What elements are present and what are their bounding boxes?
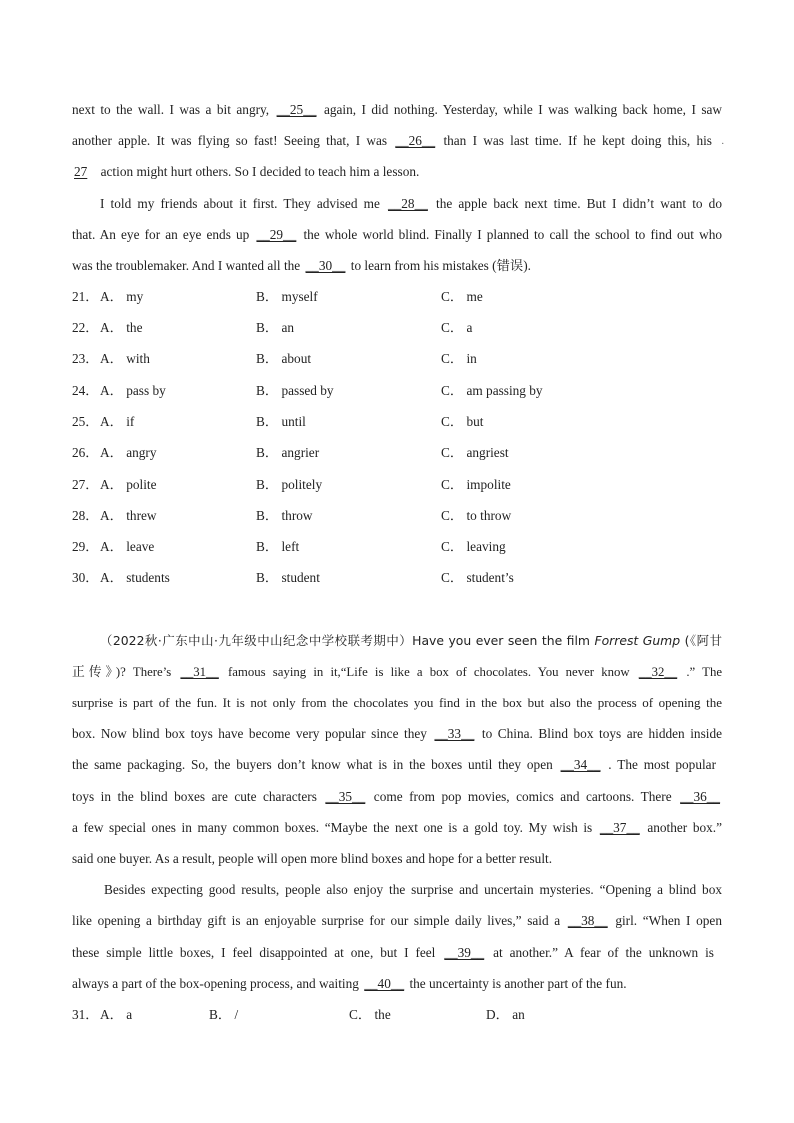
question-number: 29． [72, 539, 99, 554]
blank-38: __38__ [567, 913, 608, 928]
option-a: A． with [100, 351, 150, 366]
passage2-line1 [100, 632, 722, 650]
question-number: 30． [72, 570, 99, 585]
passage2-line10 [72, 912, 722, 930]
passage2-line6 [72, 788, 722, 806]
passage1-line4 [100, 195, 722, 213]
passage1-line3 [72, 163, 722, 181]
blank-32: __32__ [638, 665, 678, 679]
blank-30: __30__ [305, 258, 346, 273]
question-number: 27． [72, 477, 99, 492]
passage2-line2 [72, 663, 722, 681]
margin-mark: . [721, 136, 724, 147]
text: was the troublemaker. And I wanted all the [72, 258, 301, 273]
text: always a part of the box-opening process, and waiting [72, 976, 359, 991]
blank-33: __33__ [434, 726, 475, 741]
text: the same packaging. So, the buyers don’t know what is in the boxes until they open [72, 757, 553, 772]
option-row [72, 507, 722, 525]
option-b: B． an [256, 320, 295, 335]
option-c: C． leaving [441, 539, 506, 554]
option-row [72, 444, 722, 462]
blank-25: __25__ [276, 102, 317, 117]
option-row [72, 319, 722, 337]
option-row [72, 538, 722, 556]
text: at another.” A fear of the unknown is [493, 945, 714, 960]
option-a: A． polite [100, 477, 157, 492]
text: come from pop movies, comics and cartoons. There [373, 789, 672, 804]
option-a: A． my [100, 289, 144, 304]
passage2-line5 [72, 756, 716, 774]
text: surprise is part of the fun. It is not only from the chocolates you find in the box but also the process of opening the [72, 695, 722, 710]
option-b: B． angrier [256, 445, 320, 460]
text: said one buyer. As a result, people will open more blind boxes and hope for a better result. [72, 851, 553, 866]
option-b: B． / [209, 1007, 239, 1022]
text: the apple back next time. But I didn’t want to do [436, 196, 722, 211]
blank-36: __36__ [680, 789, 721, 804]
text: (《阿甘 [684, 633, 722, 648]
question-number: 28． [72, 508, 99, 523]
option-c: C． the [349, 1007, 391, 1022]
option-a: A． threw [100, 508, 157, 523]
passage2-line7 [72, 819, 722, 837]
option-c: C． am passing by [441, 383, 543, 398]
option-a: A． angry [100, 445, 157, 460]
passage2-line12 [72, 975, 722, 993]
option-c: C． to throw [441, 508, 512, 523]
text: toys in the blind boxes are cute characters [72, 789, 317, 804]
film-title: Forrest Gump [594, 633, 681, 648]
passage1-line6 [72, 257, 722, 275]
passage1-line1 [72, 101, 722, 119]
text: than I was last time. If he kept doing this, his [443, 133, 712, 148]
passage2-line4 [72, 725, 722, 743]
option-c: C． a [441, 320, 473, 335]
text: another apple. It was flying so fast! Seeing that, I was [72, 133, 388, 148]
text: .” The [686, 665, 723, 679]
text: I told my friends about it first. They advised me [100, 196, 380, 211]
text: again, I did nothing. Yesterday, while I was walking back home, I saw [323, 102, 723, 117]
blank-31: __31__ [180, 665, 219, 679]
blank-37: __37__ [599, 820, 640, 835]
blank-40: __40__ [364, 976, 405, 991]
text: . The most popular [608, 757, 716, 772]
option-row [72, 288, 722, 306]
text: box. Now blind box toys have become very popular since they [72, 726, 427, 741]
option-row [72, 569, 722, 587]
blank-35: __35__ [325, 789, 366, 804]
text: to China. Blind box toys are hidden inside [481, 726, 722, 741]
blank-26: __26__ [395, 133, 436, 148]
option-row [72, 350, 722, 368]
option-a: A． leave [100, 539, 155, 554]
question-number: 21． [72, 289, 99, 304]
option-row [72, 413, 722, 431]
question-number: 31． [72, 1007, 99, 1022]
text: 正传》)? There’s [72, 665, 172, 679]
option-a: A． students [100, 570, 170, 585]
option-b: B． left [256, 539, 300, 554]
text: that. An eye for an eye ends up [72, 227, 250, 242]
option-a: A． a [100, 1007, 133, 1022]
text: a few special ones in many common boxes. “Maybe the next one is a gold toy. My wish is [72, 820, 593, 835]
text: next to the wall. I was a bit angry, [72, 102, 270, 117]
question-number: 22． [72, 320, 99, 335]
option-b: B． myself [256, 289, 318, 304]
question-number: 25． [72, 414, 99, 429]
option-d: D． an [486, 1007, 525, 1022]
passage1-line2 [72, 132, 712, 150]
option-c: C． student’s [441, 570, 514, 585]
text: girl. “When I open [615, 913, 722, 928]
passage1-line5 [72, 226, 722, 244]
text: the whole world blind. Finally I planned to call the school to find out who [303, 227, 723, 242]
blank-29: __29__ [256, 227, 297, 242]
blank-28: __28__ [387, 196, 428, 211]
passage2-line3 [72, 694, 722, 712]
text: Besides expecting good results, people also enjoy the surprise and uncertain mysteries. “Opening a blind box [104, 882, 722, 897]
option-b: B． until [256, 414, 306, 429]
text: famous saying in it,“Life is like a box of chocolates. You never know [227, 665, 630, 679]
option-row [72, 382, 722, 400]
text: the uncertainty is another part of the fun. [409, 976, 627, 991]
option-a: A． the [100, 320, 143, 335]
option-b: B． politely [256, 477, 323, 492]
option-b: B． throw [256, 508, 313, 523]
question-number: 26． [72, 445, 99, 460]
question-number: 23． [72, 351, 99, 366]
option-c: C． angriest [441, 445, 509, 460]
text: another box.” [647, 820, 722, 835]
passage2-line11 [72, 944, 714, 962]
option-c: C． but [441, 414, 484, 429]
text: these simple little boxes, I feel disappointed at one, but I feel [72, 945, 436, 960]
source-and-text: （2022秋·广东中山·九年级中山纪念中学校联考期中）Have you ever seen the film [100, 633, 590, 648]
option-c: C． in [441, 351, 477, 366]
passage2-line9 [104, 881, 722, 899]
option-b: B． student [256, 570, 320, 585]
option-b: B． passed by [256, 383, 334, 398]
option-b: B． about [256, 351, 312, 366]
text: like opening a birthday gift is an enjoyable surprise for our simple daily lives,” said a [72, 913, 561, 928]
text: action might hurt others. So I decided to teach him a lesson. [100, 164, 420, 179]
option-a: A． if [100, 414, 135, 429]
text: to learn from his mistakes (错误). [350, 258, 531, 273]
blank-34: __34__ [560, 757, 601, 772]
option-row [72, 1006, 722, 1024]
option-c: C． me [441, 289, 483, 304]
blank-27: 27 [74, 164, 88, 179]
question-number: 24． [72, 383, 99, 398]
option-row [72, 476, 722, 494]
passage2-line8 [72, 850, 722, 868]
option-a: A． pass by [100, 383, 166, 398]
blank-39: __39__ [444, 945, 485, 960]
option-c: C． impolite [441, 477, 511, 492]
